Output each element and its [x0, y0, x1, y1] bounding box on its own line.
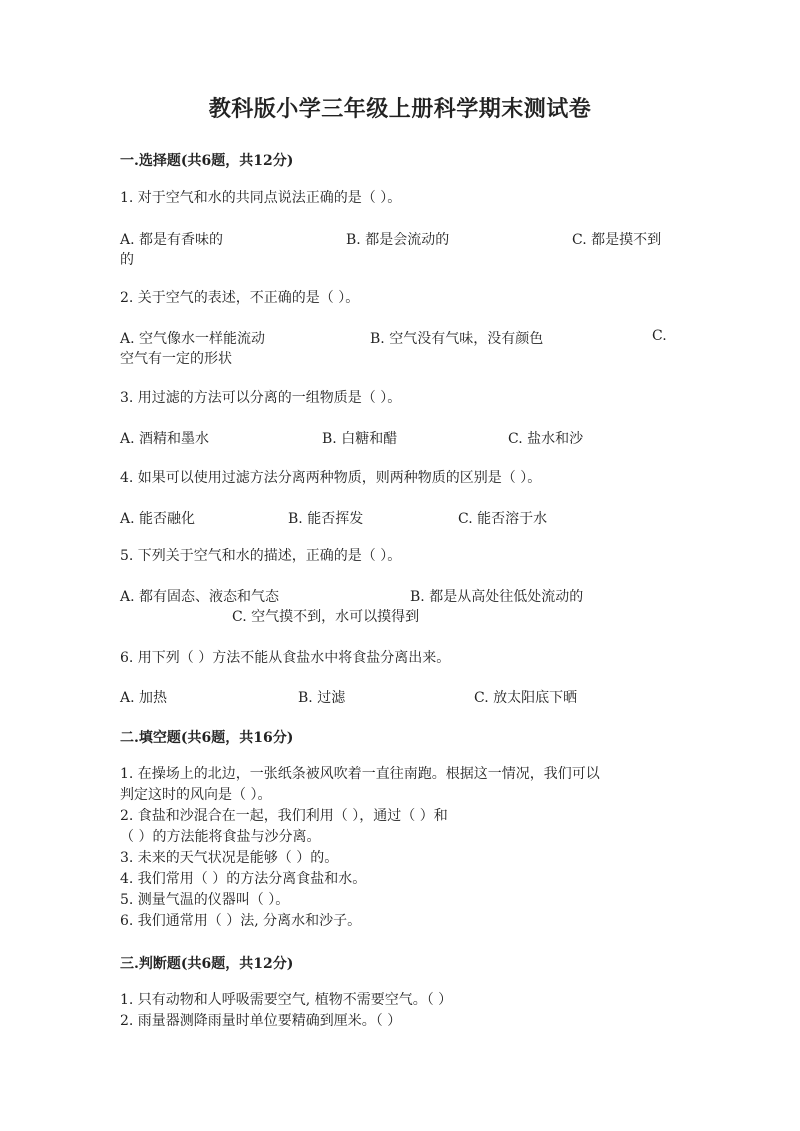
choice-question-4: 4. 如果可以使用过滤方法分离两种物质，则两种物质的区别是（ ）。: [120, 470, 542, 486]
option-c: C.: [652, 328, 667, 344]
option-c: C. 盐水和沙: [508, 431, 584, 447]
option-c: C. 都是摸不到: [572, 232, 662, 248]
choice-options-4: [120, 508, 680, 530]
option-a: A. 都是有香味的: [120, 232, 224, 248]
option-c: C. 空气摸不到，水可以摸得到: [232, 609, 420, 625]
fill-line: （ ）的方法能将食盐与沙分离。: [120, 829, 321, 845]
option-a: A. 能否融化: [120, 511, 196, 527]
fill-questions: [120, 764, 680, 932]
fill-line: 4. 我们常用（ ）的方法分离食盐和水。: [120, 871, 367, 887]
option-b: B. 都是从高处往低处流动的: [410, 589, 584, 605]
choice-options-1: [120, 229, 680, 251]
choice-options-3: [120, 428, 680, 450]
judge-line: 1. 只有动物和人呼吸需要空气, 植物不需要空气。（ ）: [120, 992, 453, 1008]
choice-question-2: 2. 关于空气的表述，不正确的是（ ）。: [120, 290, 360, 306]
fill-line: 判定这时的风向是（ ）。: [120, 787, 272, 803]
fill-line: 5. 测量气温的仪器叫（ ）。: [120, 892, 290, 908]
choice-options-2: [120, 328, 680, 350]
choice-question-1: 1. 对于空气和水的共同点说法正确的是（ ）。: [120, 190, 402, 206]
option-b: B. 都是会流动的: [346, 232, 450, 248]
section-judge-heading: 三.判断题(共6题，共12分): [120, 956, 294, 972]
option-b: B. 过滤: [298, 690, 346, 706]
choice-question-3: 3. 用过滤的方法可以分离的一组物质是（ ）。: [120, 390, 402, 406]
judge-line: 2. 雨量器测降雨量时单位要精确到厘米。（ ）: [120, 1013, 402, 1029]
fill-line: 1. 在操场上的北边，一张纸条被风吹着一直往南跑。根据这一情况，我们可以: [120, 766, 600, 782]
section-choice-heading: 一.选择题(共6题，共12分): [120, 153, 294, 169]
option-b: B. 空气没有气味，没有颜色: [370, 331, 544, 347]
judge-questions: [120, 990, 680, 1032]
choice-options-6: [120, 687, 680, 709]
fill-line: 2. 食盐和沙混合在一起，我们利用（ ），通过（ ）和: [120, 808, 448, 824]
option-c: C. 能否溶于水: [458, 511, 548, 527]
choice-options-5: [120, 586, 680, 608]
option-a: A. 加热: [120, 690, 168, 706]
fill-line: 3. 未来的天气状况是能够（ ）的。: [120, 850, 339, 866]
option-continuation: 的: [120, 252, 134, 268]
page-title: 教科版小学三年级上册科学期末测试卷: [208, 96, 592, 122]
option-c: C. 放太阳底下晒: [474, 690, 578, 706]
option-a: A. 空气像水一样能流动: [120, 331, 266, 347]
option-continuation: 空气有一定的形状: [120, 351, 232, 367]
choice-question-5: 5. 下列关于空气和水的描述，正确的是（ ）。: [120, 548, 402, 564]
section-fill-heading: 二.填空题(共6题，共16分): [120, 730, 294, 746]
option-a: A. 都有固态、液态和气态: [120, 589, 280, 605]
fill-line: 6. 我们通常用（ ）法, 分离水和沙子。: [120, 913, 362, 929]
choice-question-6: 6. 用下列（ ）方法不能从食盐水中将食盐分离出来。: [120, 650, 451, 666]
option-a: A. 酒精和墨水: [120, 431, 210, 447]
option-b: B. 能否挥发: [288, 511, 364, 527]
option-b: B. 白糖和醋: [322, 431, 398, 447]
